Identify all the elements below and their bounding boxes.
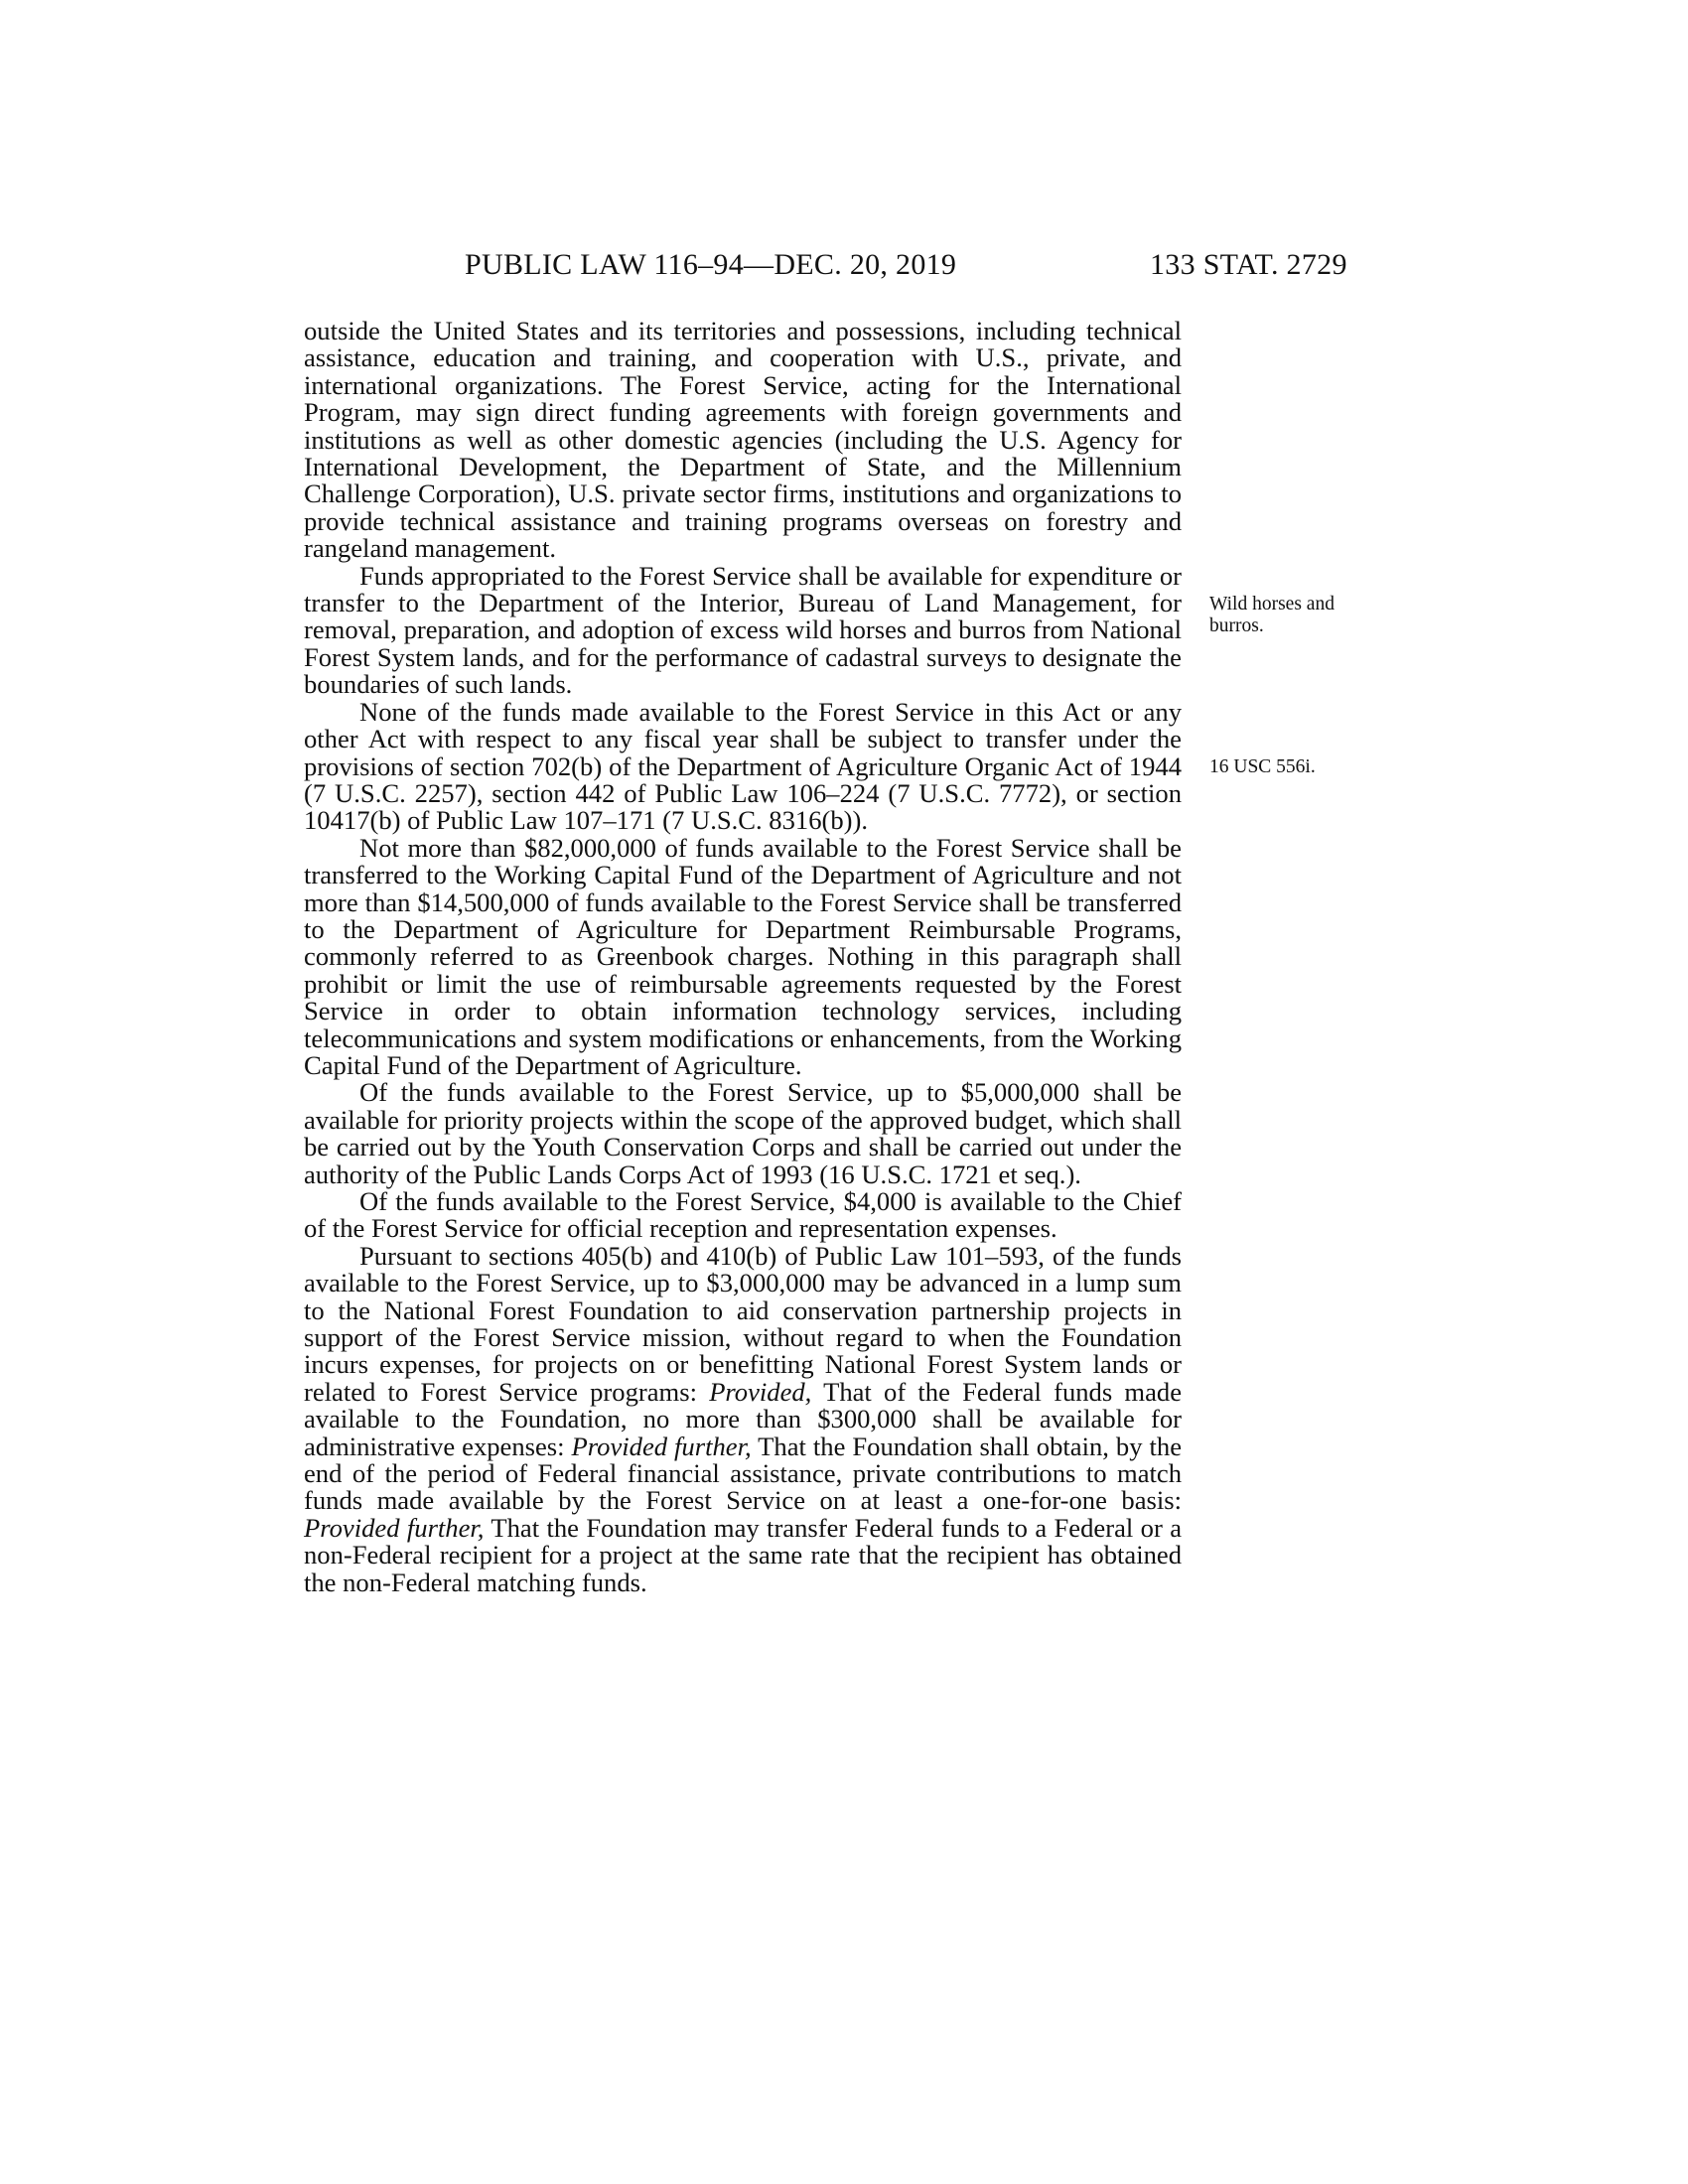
- margin-note-line: 16 USC 556i.: [1209, 756, 1316, 777]
- text-segment: That of the Federal funds made available to the Foundation, no more than $300,000 shall be available for administrative expenses:: [304, 1376, 1182, 1461]
- provided-further-italic: Provided further,: [571, 1431, 752, 1461]
- statute-page-number: 133 STAT. 2729: [1150, 248, 1347, 281]
- text-segment: Pursuant to sections 405(b) and 410(b) of Public Law 101–593, of the funds available to the Forest Service, up to $3,000,000 may be advanced in a lump sum to the National Forest Foundation to aid conservation partnership projects in support of the Forest Service mission, without regard to when the Foundation incurs expenses, for projects on or benefitting National Forest System lands or related to Forest Service programs:: [304, 1240, 1182, 1407]
- paragraph-national-forest-foundation: [304, 1240, 1182, 1597]
- text-segment: That the Foundation may transfer Federal funds to a Federal or a non-Federal recipient for a project at the same rate that the recipient has obtained the non-Federal matching funds.: [304, 1512, 1182, 1597]
- provided-italic: Provided,: [709, 1376, 812, 1407]
- margin-note-line: Wild horses and: [1209, 594, 1335, 614]
- text-segment: That the Foundation shall obtain, by the end of the period of Federal financial assistance, private contributions to match funds made available by the Forest Service on at least a one-for-one basis:: [304, 1431, 1182, 1516]
- paragraph-working-capital-fund: Not more than $82,000,000 of funds available to the Forest Service shall be transferred to the Working Capital Fund of the Department of Agriculture and not more than $14,500,000 of funds available to the Forest Service shall be transferred to the Department of Agriculture for Department Reimbursable Programs, commonly referred to as Greenbook charges. Nothing in this paragraph shall prohibit or limit the use of reimbursable agreements requested by the Forest Service in order to obtain information technology services, including telecommunications and system modifications or enhancements, from the Working Capital Fund of the Department of Agriculture.: [304, 832, 1182, 1080]
- provided-further-italic: Provided further,: [304, 1512, 485, 1543]
- paragraph-reception-expenses: Of the funds available to the Forest Service, $4,000 is available to the Chief of the Forest Service for official reception and representation expenses.: [304, 1186, 1182, 1244]
- paragraph-wild-horses: Funds appropriated to the Forest Service shall be available for expenditure or transfer to the Department of the Interior, Bureau of Land Management, for removal, preparation, and adoption of excess wild horses and burros from National Forest System lands, and for the performance of cadastral surveys to designate the boundaries of such lands.: [304, 560, 1182, 700]
- margin-note-usc-citation: [1209, 756, 1388, 778]
- body-text: [304, 318, 1182, 1596]
- margin-note-line: burros.: [1209, 615, 1264, 636]
- paragraph-international-program: outside the United States and its territories and possessions, including technical assistance, education and training, and cooperation with U.S., private, and international organizations. The Forest Service, acting for the International Program, may sign direct funding agreements with foreign governments and institutions as well as other domestic agencies (including the U.S. Agency for International Development, the Department of State, and the Millennium Challenge Corporation), U.S. private sector firms, institutions and organizations to provide technical assistance and training programs overseas on forestry and rangeland management.: [304, 316, 1182, 564]
- paragraph-youth-conservation-corps: Of the funds available to the Forest Service, up to $5,000,000 shall be available for priority projects within the scope of the approved budget, which shall be carried out by the Youth Conservation Corps and shall be carried out under the authority of the Public Lands Corps Act of 1993 (16 U.S.C. 1721 et seq.).: [304, 1077, 1182, 1189]
- margin-note-wild-horses: [1209, 594, 1388, 637]
- paragraph-transfer-restriction: None of the funds made available to the Forest Service in this Act or any other Act with respect to any fiscal year shall be subject to transfer under the provisions of section 702(b) of the Department of Agriculture Organic Act of 1944 (7 U.S.C. 2257), section 442 of Public Law 106–224 (7 U.S.C. 7772), or section 10417(b) of Public Law 107–171 (7 U.S.C. 8316(b)).: [304, 696, 1182, 836]
- running-header-title: PUBLIC LAW 116–94—DEC. 20, 2019: [465, 248, 957, 281]
